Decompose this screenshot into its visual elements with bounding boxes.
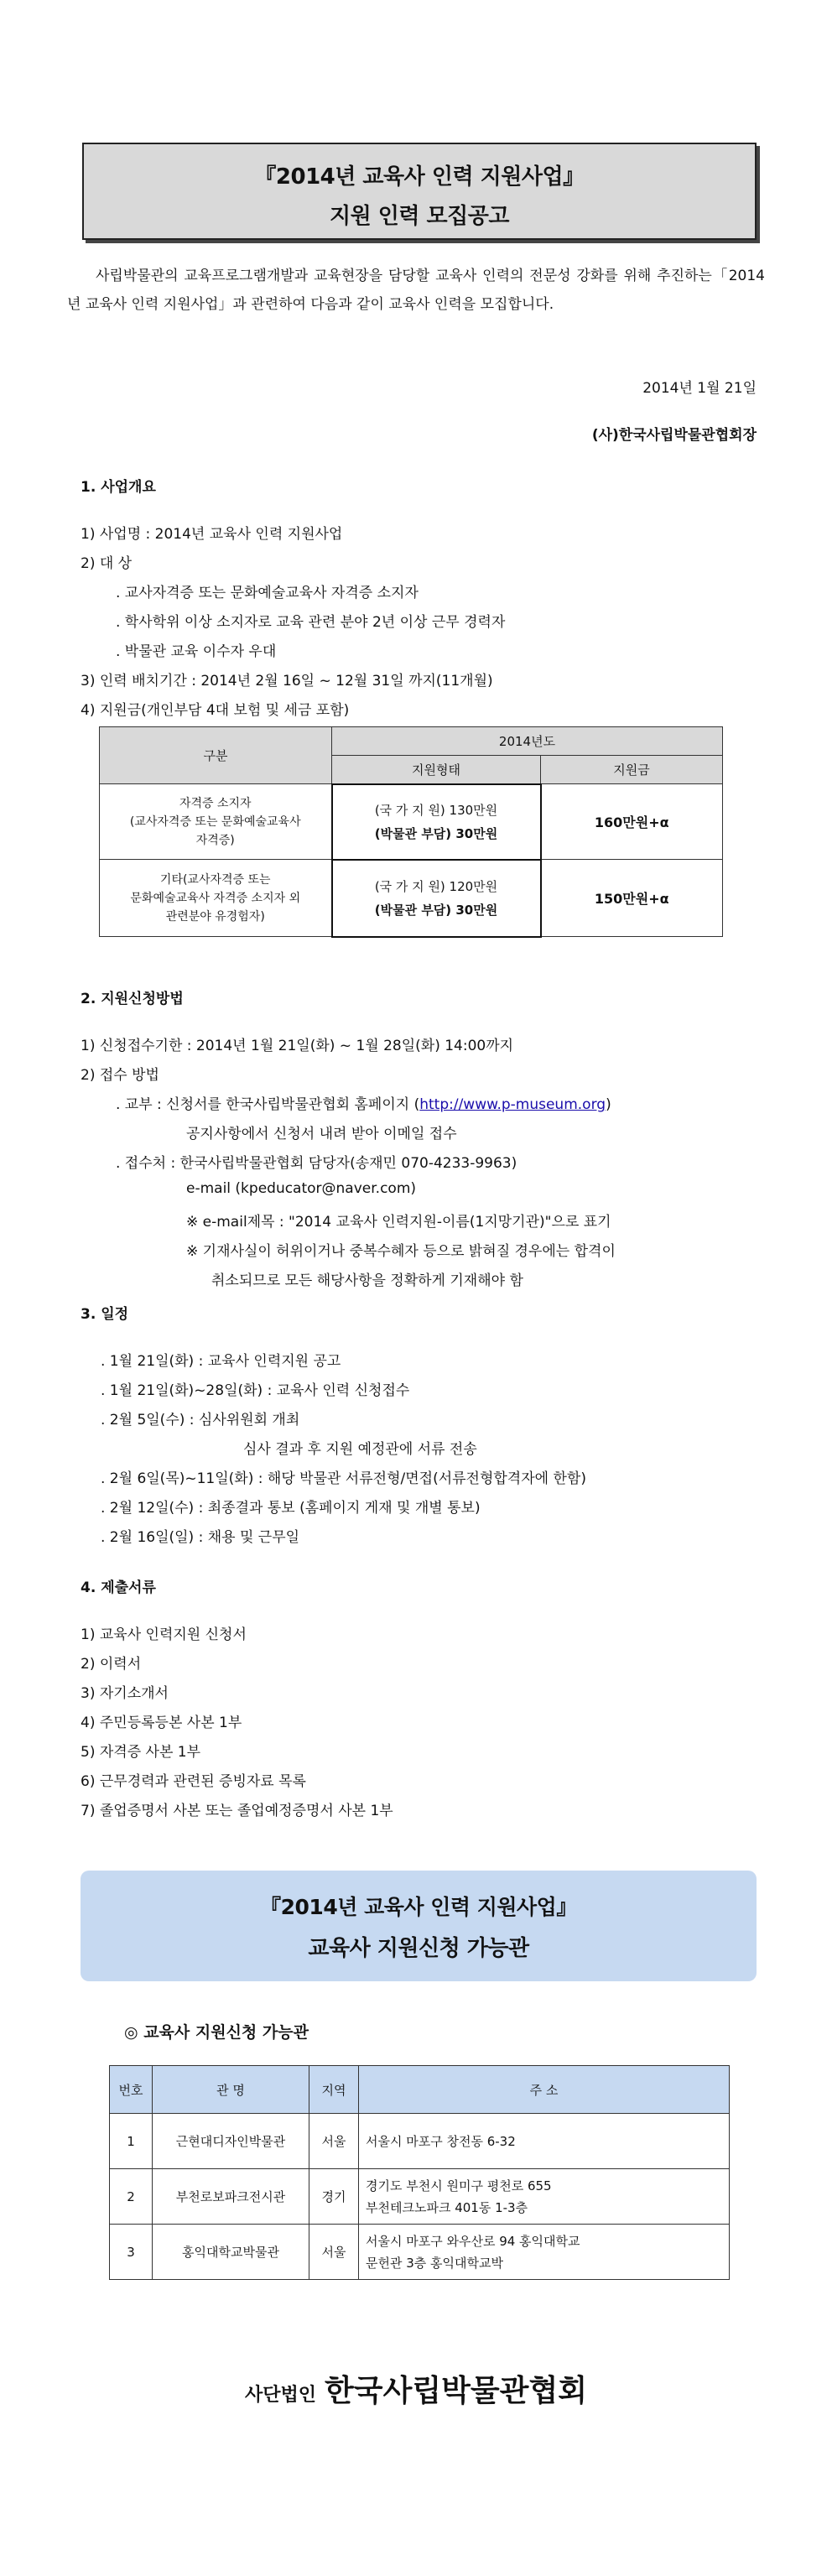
museum-list-banner	[81, 1871, 757, 1981]
section2-item2: 2) 접수 방법	[81, 1067, 159, 1084]
support-table-header-type: 지원형태	[332, 756, 541, 784]
support-row2-amount: 150만원+α	[541, 860, 723, 937]
section2-item1: 1) 신청접수기한 : 2014년 1월 21일(화) ~ 1월 28일(화) 14:00까지	[81, 1038, 514, 1054]
document-item: 1) 교육사 인력지원 신청서	[81, 1626, 247, 1643]
announcement-title-box	[82, 143, 757, 240]
section4-heading: 4. 제출서류	[81, 1579, 156, 1596]
table-row	[100, 784, 723, 860]
table-row	[110, 2225, 730, 2280]
museum-table-header-name: 관 명	[153, 2066, 309, 2114]
organizer-name: (사)한국사립박물관협회장	[591, 427, 757, 444]
museum-row1-no: 1	[110, 2114, 153, 2169]
support-table	[99, 726, 723, 938]
section1-item2: 2) 대 상	[81, 555, 133, 572]
museum-row2-address	[359, 2169, 730, 2225]
footer-org-name: 한국사립박물관협회	[325, 2373, 587, 2408]
section2-heading: 2. 지원신청방법	[81, 991, 184, 1007]
support-row1-category-line3: 자격증)	[195, 833, 235, 847]
section2-apply-line2: 공지사항에서 신청서 내려 받아 이메일 접수	[186, 1126, 457, 1142]
museum-row3-no: 3	[110, 2225, 153, 2280]
museum-row3-address-line2: 문헌관 3층 홍익대학교박	[366, 2255, 503, 2271]
support-row2-category-line2: 문화예술교육사 자격증 소지자 외	[130, 891, 301, 905]
banner-line1: 『2014년 교육사 인력 지원사업』	[260, 1895, 577, 1919]
section2-email: e-mail (kpeducator@naver.com)	[186, 1180, 417, 1197]
museum-row3-region: 서울	[309, 2225, 359, 2280]
support-row2-category-line1: 기타(교사자격증 또는	[159, 872, 271, 887]
museum-row3-address-line1: 서울시 마포구 와우산로 94 홍익대학교	[366, 2233, 580, 2249]
homepage-link[interactable]: http://www.p-museum.org	[419, 1096, 606, 1113]
support-row1-amount: 160만원+α	[541, 784, 723, 860]
museum-row2-region: 경기	[309, 2169, 359, 2225]
museum-table-header-region: 지역	[309, 2066, 359, 2114]
support-row2-category-line3: 관련분야 유경험자)	[165, 909, 265, 924]
support-table-header-amount: 지원금	[541, 756, 723, 784]
document-item: 6) 근무경력과 관련된 증빙자료 목록	[81, 1773, 306, 1790]
support-row1-category-line2: (교사자격증 또는 문화예술교육사	[129, 814, 301, 829]
section1-item2-sub3: . 박물관 교육 이수자 우대	[116, 643, 277, 660]
schedule-item: 심사 결과 후 지원 예정관에 서류 전송	[243, 1441, 477, 1458]
museum-row2-address-line2: 부천테크노파크 401동 1-3층	[366, 2199, 528, 2215]
section2-note2: ※ 기재사실이 허위이거나 중복수혜자 등으로 밝혀질 경우에는 합격이	[186, 1243, 616, 1260]
footer-prefix: 사단법인	[245, 2384, 317, 2406]
announcement-date: 2014년 1월 21일	[642, 380, 757, 397]
section2-note1: ※ e-mail제목 : "2014 교육사 인력지원-이름(1지망기관)"으로 표기	[186, 1214, 611, 1231]
museum-row1-region: 서울	[309, 2114, 359, 2169]
support-row1-type-line1: (국 가 지 원) 130만원	[374, 802, 498, 818]
support-row1-type-line2: (박물관 부담) 30만원	[374, 825, 498, 841]
support-row2-type-line2: (박물관 부담) 30만원	[374, 902, 498, 918]
schedule-item: . 1월 21일(화)~28일(화) : 교육사 인력 신청접수	[101, 1382, 410, 1399]
footer-org	[0, 2367, 832, 2410]
museum-row1-address-line1: 서울시 마포구 창전동 6-32	[366, 2134, 516, 2149]
support-table-header-year: 2014년도	[332, 727, 723, 756]
banner-line2: 교육사 지원신청 가능관	[308, 1936, 529, 1961]
section1-item2-sub2: . 학사학위 이상 소지자로 교육 관련 분야 2년 이상 근무 경력자	[116, 614, 506, 631]
museum-table-header-address: 주 소	[359, 2066, 730, 2114]
section1-item3: 3) 인력 배치기간 : 2014년 2월 16일 ~ 12월 31일 까지(11개월)	[81, 673, 493, 690]
intro-paragraph	[67, 262, 765, 319]
intro-text: 사립박물관의 교육프로그램개발과 교육현장을 담당할 교육사 인력의 전문성 강화를 위해 추진하는「2014년 교육사 인력 지원사업」과 관련하여 다음과 같이 교육사 인력을 모집합니다.	[67, 268, 765, 313]
museum-table	[109, 2065, 730, 2280]
table-row	[110, 2169, 730, 2225]
museum-row3-address	[359, 2225, 730, 2280]
museum-row2-address-line1: 경기도 부천시 원미구 평천로 655	[366, 2178, 552, 2194]
schedule-item: . 2월 16일(일) : 채용 및 근무일	[101, 1529, 300, 1546]
museum-row2-no: 2	[110, 2169, 153, 2225]
section2-apply-line	[116, 1092, 611, 1113]
support-row2-type-line1: (국 가 지 원) 120만원	[374, 878, 498, 894]
document-item: 2) 이력서	[81, 1656, 142, 1673]
announcement-title-line2: 지원 인력 모집공고	[329, 204, 510, 229]
museum-table-header-no: 번호	[110, 2066, 153, 2114]
museum-row2-name: 부천로보파크전시관	[153, 2169, 309, 2225]
table-row	[110, 2114, 730, 2169]
support-row1-category-line1: 자격증 소지자	[179, 796, 252, 810]
schedule-item: . 1월 21일(화) : 교육사 인력지원 공고	[101, 1353, 341, 1370]
museum-row1-address	[359, 2114, 730, 2169]
support-table-header-category: 구분	[100, 727, 332, 784]
section2-note2b: 취소되므로 모든 해당사항을 정확하게 기재해야 함	[211, 1272, 523, 1289]
museum-row3-name: 홍익대학교박물관	[153, 2225, 309, 2280]
schedule-item: . 2월 6일(목)~11일(화) : 해당 박물관 서류전형/면접(서류전형합격자에 한함)	[101, 1470, 586, 1487]
announcement-title-line1: 『2014년 교육사 인력 지원사업』	[254, 164, 585, 190]
document-item: 4) 주민등록등본 사본 1부	[81, 1715, 242, 1731]
document-item: 7) 졸업증명서 사본 또는 졸업예정증명서 사본 1부	[81, 1803, 393, 1819]
schedule-item: . 2월 5일(수) : 심사위원회 개최	[101, 1412, 300, 1429]
section2-apply-close: )	[606, 1096, 611, 1113]
section1-item1: 1) 사업명 : 2014년 교육사 인력 지원사업	[81, 526, 343, 543]
schedule-item: . 2월 12일(수) : 최종결과 통보 (홈페이지 게재 및 개별 통보)	[101, 1500, 481, 1517]
museum-list-subtitle: ◎ 교육사 지원신청 가능관	[124, 2023, 309, 2042]
table-row	[100, 860, 723, 937]
section2-apply-label: . 교부 : 신청서를 한국사립박물관협회 홈페이지 (	[116, 1096, 420, 1113]
section1-item2-sub1: . 교사자격증 또는 문화예술교육사 자격증 소지자	[116, 585, 419, 601]
section2-contact: . 접수처 : 한국사립박물관협회 담당자(송재민 070-4233-9963)	[116, 1155, 517, 1172]
section3-heading: 3. 일정	[81, 1306, 129, 1323]
document-item: 3) 자기소개서	[81, 1685, 169, 1702]
section1-item4: 4) 지원금(개인부담 4대 보험 및 세금 포함)	[81, 702, 350, 719]
section1-heading: 1. 사업개요	[81, 479, 156, 496]
document-item: 5) 자격증 사본 1부	[81, 1744, 201, 1761]
museum-row1-name: 근현대디자인박물관	[153, 2114, 309, 2169]
